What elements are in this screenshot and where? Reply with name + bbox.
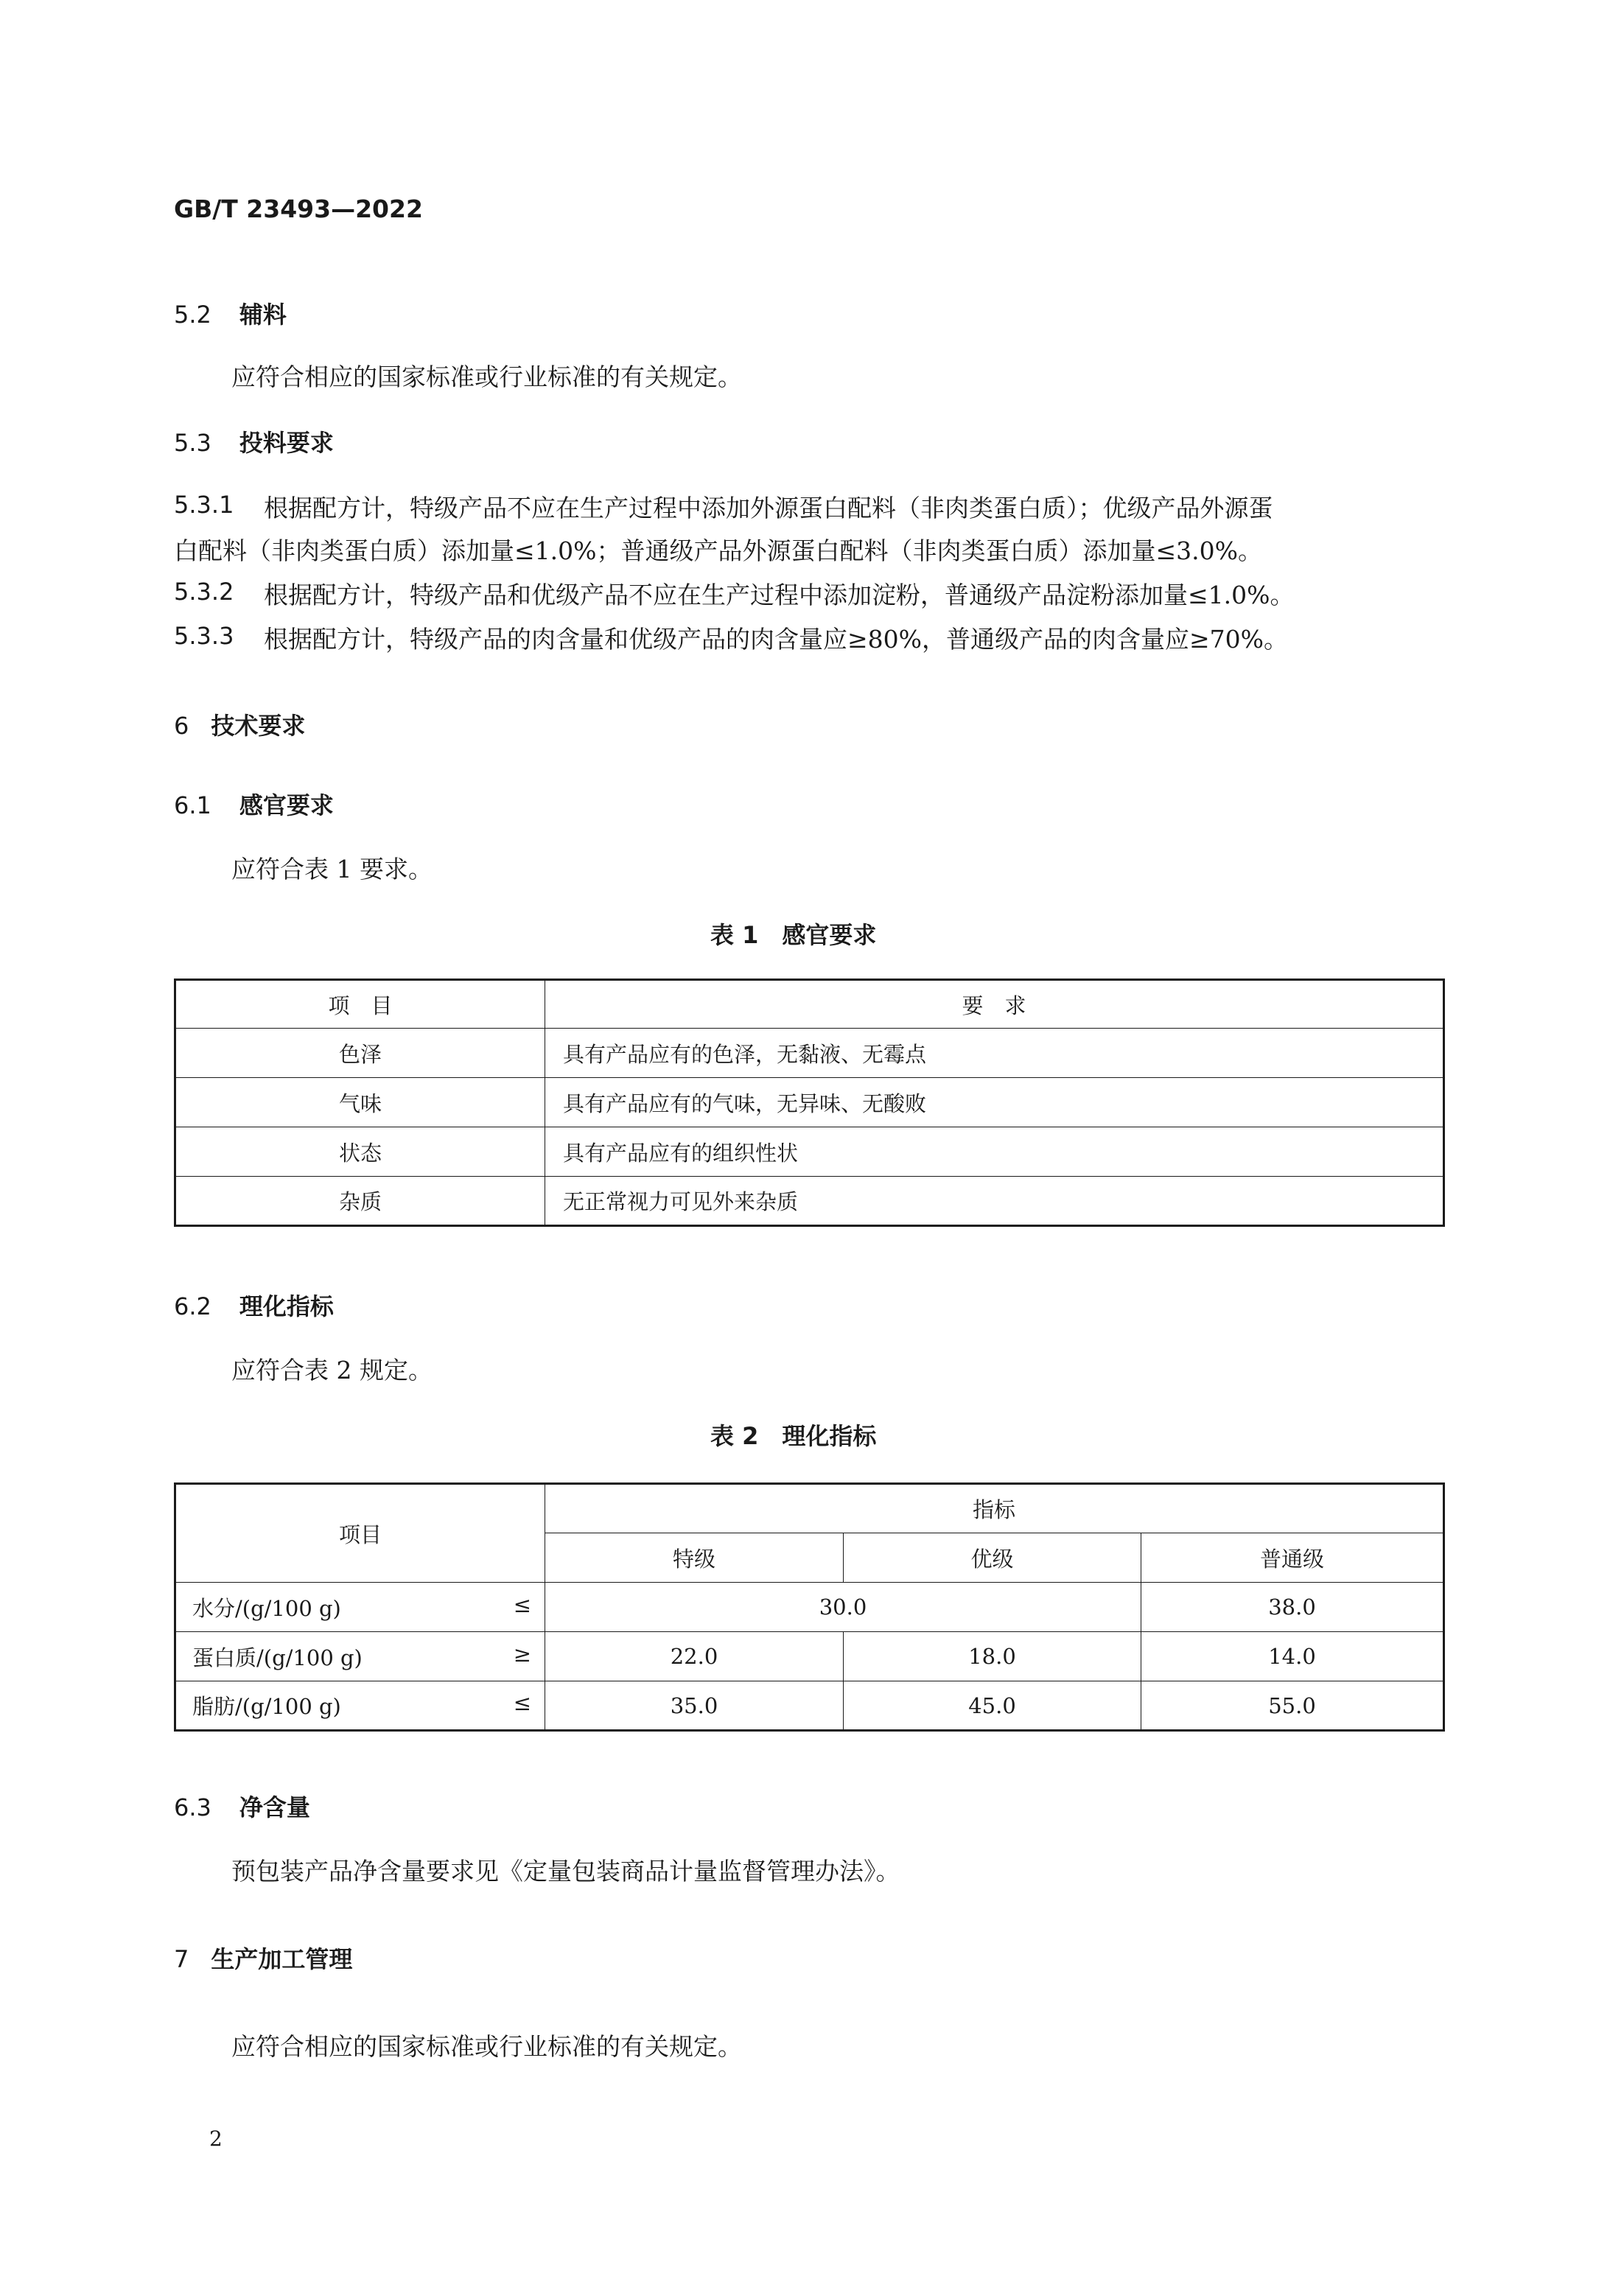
section-title: 技术要求	[211, 712, 306, 740]
table-cell: 18.0	[844, 1632, 1141, 1681]
section-5-3-heading	[174, 424, 334, 458]
section-6-1-body: 应符合表 1 要求。	[231, 855, 433, 883]
section-5-2-body: 应符合相应的国家标准或行业标准的有关规定。	[231, 363, 742, 391]
table-cell: 55.0	[1141, 1681, 1444, 1731]
clause-5-3-2-number: 5.3.2	[174, 578, 234, 606]
table-cell: 杂质	[175, 1177, 545, 1226]
section-7-heading	[174, 1941, 352, 1975]
section-number: 5.3	[174, 429, 211, 457]
section-number: 6	[174, 712, 189, 740]
table-row	[175, 1681, 1444, 1731]
item-label: 蛋白质/(g/100 g)	[192, 1645, 363, 1670]
header-cell-grade: 普通级	[1141, 1533, 1444, 1583]
table-row	[175, 1078, 1444, 1127]
section-6-heading	[174, 707, 305, 741]
table-cell-item	[175, 1583, 545, 1632]
section-number: 7	[174, 1945, 189, 1973]
table-cell: 无正常视力可见外来杂质	[545, 1177, 1444, 1226]
table-cell: 38.0	[1141, 1583, 1444, 1632]
table-cell-item	[175, 1681, 545, 1731]
table-row	[175, 1177, 1444, 1226]
header-cell-item: 项目	[175, 1484, 545, 1583]
item-label: 水分/(g/100 g)	[192, 1595, 341, 1621]
page-number: 2	[209, 2126, 223, 2151]
table-cell: 35.0	[545, 1681, 844, 1731]
table-row	[175, 1632, 1444, 1681]
section-5-2-heading	[174, 296, 287, 330]
header-cell-grade: 优级	[844, 1533, 1141, 1583]
clause-5-3-1-line2: 白配料（非肉类蛋白质）添加量≤1.0%；普通级产品外源蛋白配料（非肉类蛋白质）添加量≤3.0%。	[174, 536, 1262, 565]
table-cell: 14.0	[1141, 1632, 1444, 1681]
table-header-row	[175, 1484, 1444, 1533]
section-title: 感官要求	[239, 791, 334, 819]
section-6-2-heading	[174, 1288, 334, 1322]
item-label: 脂肪/(g/100 g)	[192, 1694, 341, 1719]
section-title: 生产加工管理	[211, 1945, 353, 1973]
clause-5-3-3-number: 5.3.3	[174, 622, 234, 650]
table-row	[175, 1583, 1444, 1632]
section-title: 投料要求	[239, 429, 334, 457]
clause-5-3-2-text: 根据配方计，特级产品和优级产品不应在生产过程中添加淀粉，普通级产品淀粉添加量≤1.0%。	[264, 581, 1295, 609]
section-title: 辅料	[239, 301, 287, 329]
section-6-3-heading	[174, 1789, 310, 1823]
header-cell-grade: 特级	[545, 1533, 844, 1583]
table-2-physicochemical	[174, 1482, 1445, 1732]
comparison-symbol: ≤	[513, 1592, 531, 1617]
section-number: 6.1	[174, 791, 211, 819]
table-cell: 状态	[175, 1127, 545, 1177]
section-6-1-heading	[174, 787, 334, 821]
standard-code: GB/T 23493—2022	[174, 195, 423, 223]
table-1-caption: 表 1 感官要求	[710, 921, 877, 949]
table-cell: 22.0	[545, 1632, 844, 1681]
table-cell-merged: 30.0	[545, 1583, 1141, 1632]
comparison-symbol: ≤	[513, 1690, 531, 1715]
table-cell-item	[175, 1632, 545, 1681]
table-cell: 45.0	[844, 1681, 1141, 1731]
table-cell: 具有产品应有的组织性状	[545, 1127, 1444, 1177]
section-title: 理化指标	[239, 1292, 334, 1320]
table-cell: 具有产品应有的气味，无异味、无酸败	[545, 1078, 1444, 1127]
section-number: 6.3	[174, 1793, 211, 1821]
header-cell-index: 指标	[545, 1484, 1444, 1533]
table-cell: 色泽	[175, 1029, 545, 1078]
table-cell: 气味	[175, 1078, 545, 1127]
section-title: 净含量	[239, 1793, 310, 1821]
table-1-sensory	[174, 979, 1445, 1227]
section-7-body: 应符合相应的国家标准或行业标准的有关规定。	[231, 2032, 742, 2061]
table-row	[175, 1029, 1444, 1078]
table-cell: 具有产品应有的色泽，无黏液、无霉点	[545, 1029, 1444, 1078]
clause-5-3-1-line1: 根据配方计，特级产品不应在生产过程中添加外源蛋白配料（非肉类蛋白质）；优级产品外源蛋	[264, 494, 1273, 522]
clause-5-3-3-text: 根据配方计，特级产品的肉含量和优级产品的肉含量应≥80%，普通级产品的肉含量应≥70%。	[264, 625, 1288, 654]
section-number: 6.2	[174, 1292, 211, 1320]
section-number: 5.2	[174, 301, 211, 329]
section-6-2-body: 应符合表 2 规定。	[231, 1356, 433, 1384]
clause-5-3-1-number: 5.3.1	[174, 491, 234, 519]
table-2-caption: 表 2 理化指标	[710, 1422, 877, 1450]
comparison-symbol: ≥	[513, 1641, 531, 1667]
section-6-3-body: 预包装产品净含量要求见《定量包装商品计量监督管理办法》。	[231, 1857, 900, 1886]
table-row	[175, 1127, 1444, 1177]
table-header-row	[175, 980, 1444, 1029]
header-cell: 要 求	[545, 980, 1444, 1029]
header-cell: 项 目	[175, 980, 545, 1029]
